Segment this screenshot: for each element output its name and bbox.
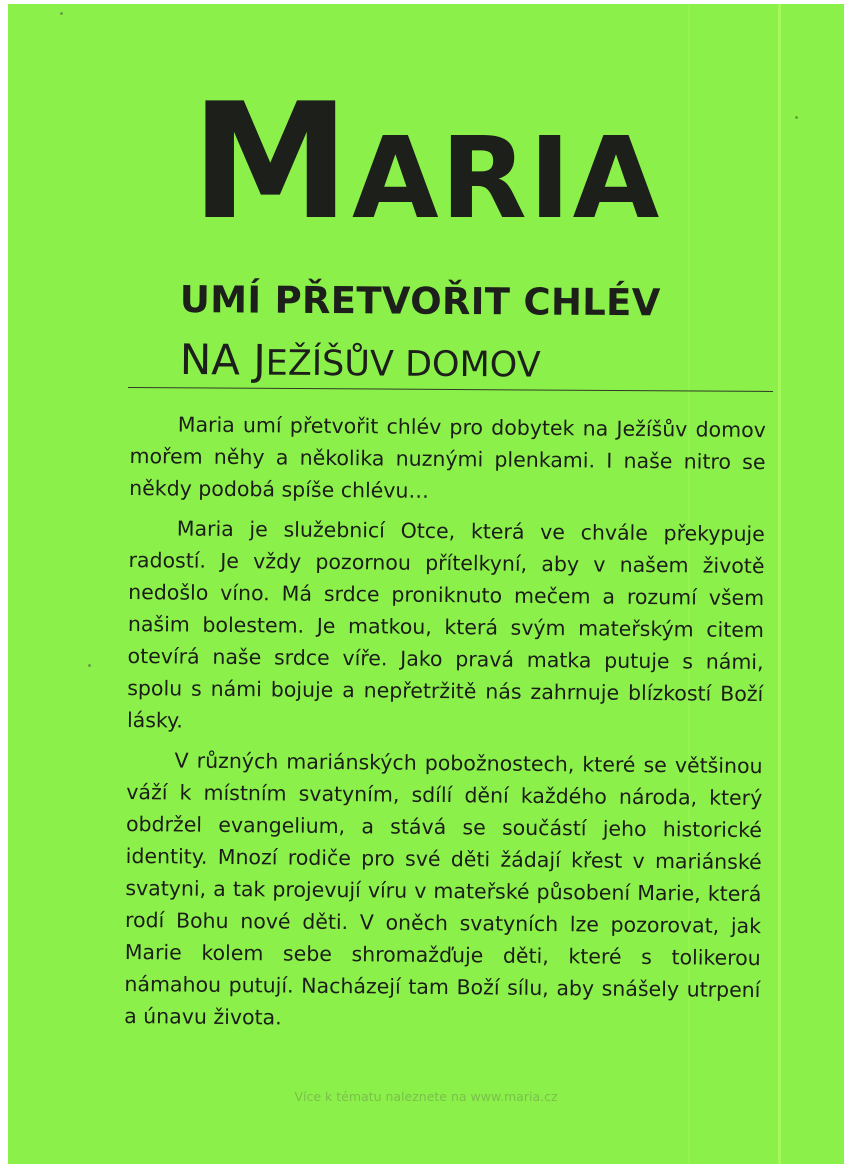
paragraph-2: Maria je služebnicí Otce, která ve chvále překypuje radostí. Je vždy pozornou přítelkyní, aby v našem životě nedošlo víno. Má srdce proniknuto mečem a rozumí všem našim bolestem. Je matkou, která svým mateřským citem otevírá naše srdce víře. Jako pravá matka putuje s námi, spolu s námi bojuje a nepřetržitě nás zahrnuje blízkostí Boží lásky. bbox=[126, 516, 765, 733]
subtitle-word-rest: EŽÍŠŮV bbox=[265, 343, 406, 385]
subtitle-end: DOMOV bbox=[404, 344, 541, 386]
paper-speck bbox=[88, 664, 91, 667]
page-title bbox=[8, 68, 844, 255]
paper-speck bbox=[795, 116, 798, 119]
green-sheet bbox=[8, 4, 844, 1164]
body-text bbox=[124, 408, 766, 1046]
subtitle-prefix: NA bbox=[179, 335, 254, 385]
paragraph-3: V různých mariánských pobožnostech, které se většinou váží k místním svatyním, sdílí dění každého národa, který obdržel evangelium, a stává se součástí jeho historické identity. Mnozí rodiče pro své děti žádají křest v mariánské svatyni, a tak projevují víru v mateřské působení Marie, která rodí Bohu nové děti. V oněch svatyních lze pozorovat, jak Marie kolem sebe shromažďuje děti, které s tolikerou námahou putují. Nacházejí tam Boží sílu, aby snášely utrpení a únavu života. bbox=[124, 748, 763, 1030]
title-initial: M bbox=[190, 68, 352, 255]
subtitle-line-2 bbox=[180, 335, 541, 387]
subtitle-initial: J bbox=[253, 335, 266, 385]
paper-speck bbox=[60, 12, 63, 15]
subtitle-line-1: UMÍ PŘETVOŘIT CHLÉV bbox=[179, 278, 661, 325]
footer-note: Více k tématu naleznete na www.maria.cz bbox=[294, 1089, 558, 1104]
paragraph-1: Maria umí přetvořit chlév pro dobytek na Ježíšův domov mořem něhy a několika nuznými plenkami. I naše nitro se někdy podobá spíše chlévu… bbox=[129, 412, 766, 503]
title-rest: ARIA bbox=[351, 114, 662, 244]
divider bbox=[128, 387, 773, 392]
